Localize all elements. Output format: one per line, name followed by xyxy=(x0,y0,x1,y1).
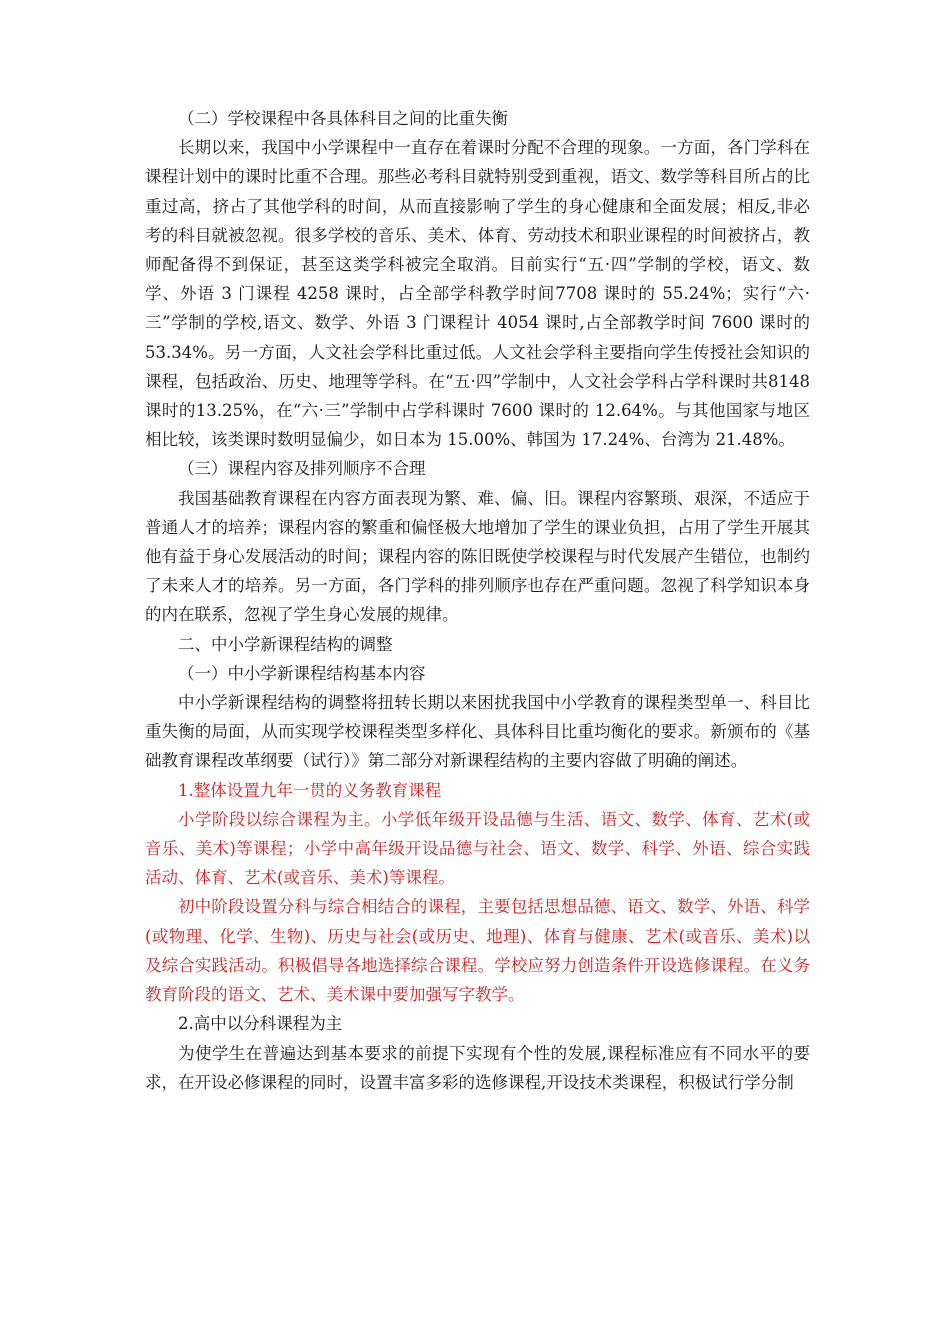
paragraph-senior-high: 为使学生在普遍达到基本要求的前提下实现有个性的发展,课程标准应有不同水平的要求，在开设必修课程的同时，设置丰富多彩的选修课程,开设技术类课程，积极试行学分制 xyxy=(145,1043,810,1092)
paragraph-primary-school: 小学阶段以综合课程为主。小学低年级开设品德与生活、语文、数学、体育、艺术(或音乐、美术)等课程；小学中高年级开设品德与社会、语文、数学、科学、外语、综合实践活动、体育、艺术(或音乐、美术)等课程。 xyxy=(145,809,810,888)
item-heading-nine-year: 1.整体设置九年一贯的义务教育课程 xyxy=(178,780,442,800)
section-heading-new-structure: 二、中小学新课程结构的调整 xyxy=(178,634,393,654)
paragraph-junior-high: 初中阶段设置分科与综合相结合的课程，主要包括思想品德、语文、数学、外语、科学(或物理、化学、生物)、历史与社会(或历史、地理)、体育与健康、艺术(或音乐、美术)以及综合实践活动。积极倡导各地选择综合课程。学校应努力创造条件开设选修课程。在义务教育阶段的语文、艺术、美术课中要加强写字教学。 xyxy=(145,897,810,1005)
paragraph-content-problems: 我国基础教育课程在内容方面表现为繁、难、偏、旧。课程内容繁琐、艰深，不适应于普通人才的培养；课程内容的繁重和偏怪极大地增加了学生的课业负担，占用了学生开展其他有益于身心发展活动的时间；课程内容的陈旧既使学校课程与时代发展产生错位，也制约了未来人才的培养。另一方面，各门学科的排列顺序也存在严重问题。忽视了科学知识本身的内在联系，忽视了学生身心发展的规律。 xyxy=(145,488,810,625)
paragraph-new-structure: 中小学新课程结构的调整将扭转长期以来困扰我国中小学教育的课程类型单一、科目比重失衡的局面，从而实现学校课程类型多样化、具体科目比重均衡化的要求。新颁布的《基础教育课程改革纲要（试行）》第二部分对新课程结构的主要内容做了明确的阐述。 xyxy=(145,693,810,771)
subsection-heading-basic-content: （一）中小学新课程结构基本内容 xyxy=(178,663,426,683)
document-page xyxy=(145,104,810,1097)
paragraph-class-hours: 长期以来，我国中小学课程中一直存在着课时分配不合理的现象。一方面，各门学科在课程计划中的课时比重不合理。那些必考科目就特别受到重视，语文、数学等科目所占的比重过高，挤占了其他学科的时间，从而直接影响了学生的身心健康和全面发展；相反,非必考的科目就被忽视。很多学校的音乐、美术、体育、劳动技术和职业课程的时间被挤占，教师配备得不到保证，甚至这类学科被完全取消。目前实行“五·四”学制的学校，语文、数学、外语 3 门课程 4258 课时，占全部学科教学时间7708 课时的 55.24%；实行“六·三”学制的学校,语文、数学、外语 3 门课程计 4054 课时,占全部教学时间 7600 课时的 53.34%。另一方面，人文社会学科比重过低。人文社会学科主要指向学生传授社会知识的课程，包括政治、历史、地理等学科。在“五·四”学制中，人文社会学科占学科课时共8148 课时的13.25%，在“六·三”学制中占学科课时 7600 课时的 12.64%。与其他国家与地区相比较，该类课时数明显偏少，如日本为 15.00%、韩国为 17.24%、台湾为 21.48%。 xyxy=(145,138,810,450)
section-heading-content-order: （三）课程内容及排列顺序不合理 xyxy=(178,459,426,479)
section-heading-imbalance: （二）学校课程中各具体科目之间的比重失衡 xyxy=(178,109,508,128)
item-heading-senior-high: 2.高中以分科课程为主 xyxy=(178,1014,343,1034)
